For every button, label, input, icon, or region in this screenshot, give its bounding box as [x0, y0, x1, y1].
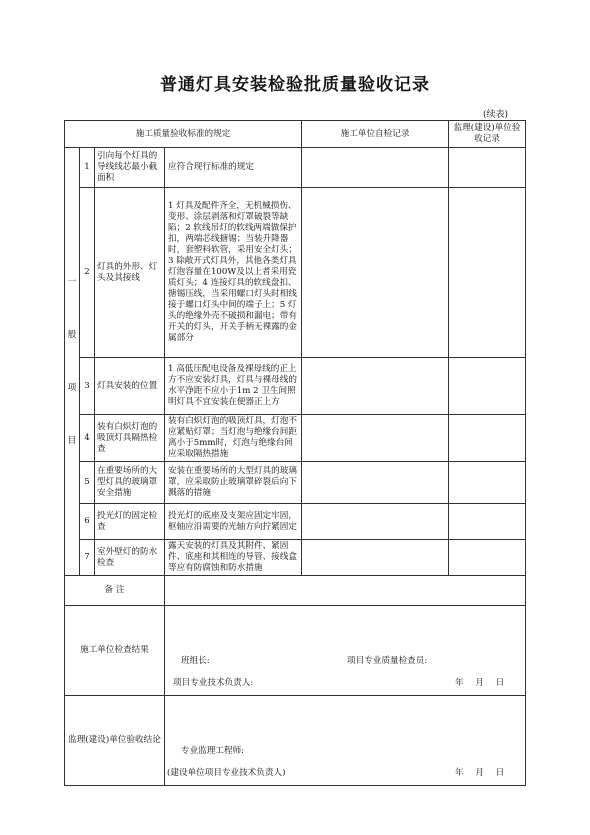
- continued-label: (续表): [483, 110, 509, 120]
- contractor-check-cell[interactable]: [302, 540, 449, 576]
- table-row: [65, 462, 526, 504]
- owner-rep-label: (建设单位项目专业技术负责人): [167, 768, 286, 778]
- contractor-check-cell[interactable]: [302, 358, 449, 415]
- supervisor-record-cell[interactable]: [449, 358, 526, 415]
- item-name: 投光灯的固定检查: [95, 504, 165, 540]
- item-name: 灯具安装的位置: [95, 358, 165, 415]
- supervisor-record-cell[interactable]: [449, 540, 526, 576]
- item-number: 1: [80, 148, 95, 188]
- item-requirement: 应符合现行标准的规定: [165, 148, 302, 188]
- supervising-engineer-label: 专业监理工程师:: [181, 746, 245, 756]
- table-row: [65, 540, 526, 576]
- table-row: [65, 415, 526, 462]
- item-number: 2: [80, 188, 95, 358]
- contractor-result-cell[interactable]: [165, 606, 526, 696]
- header-supervisor-record: 监理(建设)单位验收记录: [449, 121, 526, 148]
- item-name: 装有白炽灯泡的吸顶灯具隔热检查: [95, 415, 165, 462]
- inspection-record-table: [64, 120, 526, 786]
- supervisor-conclusion-cell[interactable]: [165, 696, 526, 786]
- item-number: 3: [80, 358, 95, 415]
- contractor-check-cell[interactable]: [302, 148, 449, 188]
- supervisor-conclusion-label: 监理(建设)单位验收结论: [65, 696, 165, 786]
- item-number: 4: [80, 415, 95, 462]
- item-requirement: 安装在重要场所的大型灯具的玻璃罩，应采取防止玻璃罩碎裂后向下溅落的措施: [165, 462, 302, 504]
- item-name: 灯具的外形、灯头及其接线: [95, 188, 165, 358]
- team-leader-label: 班组长:: [181, 656, 210, 666]
- table-row: [65, 358, 526, 415]
- remarks-row: [65, 576, 526, 606]
- contractor-check-cell[interactable]: [302, 415, 449, 462]
- supervisor-record-cell[interactable]: [449, 415, 526, 462]
- item-requirement: 投光灯的底座及支架应固定牢固，枢轴应沿需要的光轴方向拧紧固定: [165, 504, 302, 540]
- header-row: [65, 121, 526, 148]
- item-requirement: 1 灯具及配件齐全，无机械损伤、变形、涂层剥落和灯罩破裂等缺陷；2 软线吊灯的软线两端做保护扣，两端芯线搪锡；当装升降器时，套塑料软管，采用安全灯头；3 除敞开式灯具外，其他各类灯具灯泡容量在100W及以上者采用瓷质灯头；4 连接灯具的软线盘扣、搪锡压线，当采用螺口灯头时相线接于螺口灯头中间的端子上；5 灯头的绝缘外壳不破损和漏电；带有开关的灯头，开关手柄无裸露的金属部分: [165, 188, 302, 358]
- item-requirement: 露天安装的灯具及其附件、紧固件、底座和其相连的导管、接线盒等应有防腐蚀和防水措施: [165, 540, 302, 576]
- supervisor-record-cell[interactable]: [449, 462, 526, 504]
- remarks-cell[interactable]: [165, 576, 526, 606]
- contractor-check-cell[interactable]: [302, 504, 449, 540]
- item-name: 室外壁灯的防水检查: [95, 540, 165, 576]
- item-requirement: 装有白炽灯泡的吸顶灯具，灯泡不应紧贴灯罩；当灯泡与绝缘台间距离小于5mm时，灯泡与绝缘台间应采取隔热措施: [165, 415, 302, 462]
- header-contractor-check: 施工单位自检记录: [302, 121, 449, 148]
- item-number: 6: [80, 504, 95, 540]
- item-requirement: 1 高低压配电设备及裸母线的正上方不应安装灯具，灯具与裸母线的水平净距不应小于1m 2 卫生间照明灯具不宜安装在便器正上方: [165, 358, 302, 415]
- contractor-date-label: 年 月 日: [455, 678, 505, 688]
- group-label-general: 一 般 项 目: [65, 148, 80, 576]
- supervisor-record-cell[interactable]: [449, 188, 526, 358]
- supervisor-date-label: 年 月 日: [455, 768, 505, 778]
- remarks-label: 备 注: [65, 576, 165, 606]
- item-number: 5: [80, 462, 95, 504]
- item-name: 引向每个灯具的导线线芯最小截面积: [95, 148, 165, 188]
- contractor-check-cell[interactable]: [302, 462, 449, 504]
- contractor-check-cell[interactable]: [302, 188, 449, 358]
- supervisor-record-cell[interactable]: [449, 148, 526, 188]
- contractor-result-label: 施工单位检查结果: [65, 606, 165, 696]
- page-title: 普通灯具安装检验批质量验收记录: [160, 75, 430, 95]
- contractor-result-row: [65, 606, 526, 696]
- item-number: 7: [80, 540, 95, 576]
- table-row: [65, 504, 526, 540]
- header-standard: 施工质量验收标准的规定: [65, 121, 302, 148]
- tech-lead-label: 项目专业技术负责人:: [173, 678, 254, 688]
- quality-inspector-label: 项目专业质量检查员:: [347, 656, 428, 666]
- table-row: [65, 148, 526, 188]
- supervisor-conclusion-row: [65, 696, 526, 786]
- table-row: [65, 188, 526, 358]
- supervisor-record-cell[interactable]: [449, 504, 526, 540]
- item-name: 在重要场所的大型灯具的玻璃罩安全措施: [95, 462, 165, 504]
